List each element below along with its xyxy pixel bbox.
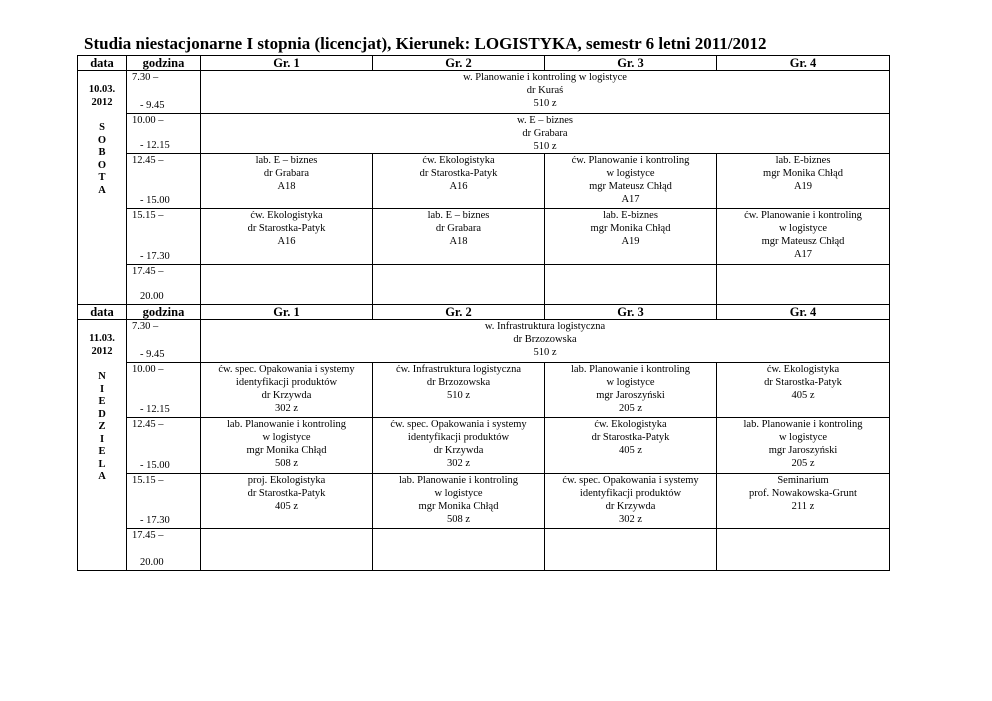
text-line: Z bbox=[98, 421, 106, 432]
text-line: dr Starostka-Patyk bbox=[247, 488, 326, 499]
text-line: dr Starostka-Patyk bbox=[591, 432, 670, 443]
schedule-table bbox=[77, 55, 890, 571]
text-line: T bbox=[98, 172, 106, 183]
text-line: B bbox=[98, 147, 106, 158]
class-cell bbox=[201, 209, 373, 265]
text-line: w logistyce bbox=[778, 223, 828, 234]
text-line: mgr Mateusz Chłąd bbox=[761, 236, 845, 247]
text-line: dr Kuraś bbox=[526, 85, 564, 96]
time-slot: 12.45 – - 15.00 bbox=[127, 154, 201, 209]
text-line: w logistyce bbox=[778, 432, 828, 443]
table-row bbox=[78, 71, 890, 114]
header-godzina: godzina bbox=[127, 305, 201, 320]
text-line: mgr Monika Chłąd bbox=[246, 445, 327, 456]
text-line: mgr Mateusz Chłąd bbox=[589, 181, 672, 192]
class-cell bbox=[373, 154, 545, 209]
class-cell bbox=[201, 320, 890, 363]
date-text bbox=[78, 333, 126, 358]
text-line: lab. E-biznes bbox=[775, 155, 831, 166]
text-line: A17 bbox=[793, 249, 813, 260]
text-line: identyfikacji produktów bbox=[407, 432, 510, 443]
empty-cell bbox=[201, 529, 373, 571]
text-line: mgr Jaroszyński bbox=[768, 445, 838, 456]
class-cell bbox=[717, 209, 890, 265]
header-row bbox=[78, 56, 890, 71]
text-line: lab. Planowanie i kontroling bbox=[399, 475, 518, 486]
header-gr1: Gr. 1 bbox=[201, 56, 373, 71]
text-line: N bbox=[98, 371, 106, 382]
text-line: mgr Monika Chłąd bbox=[763, 168, 843, 179]
text-line: lab. E-biznes bbox=[603, 210, 658, 221]
empty-cell bbox=[201, 265, 373, 305]
text-line: A19 bbox=[621, 236, 640, 247]
text-line: A18 bbox=[277, 181, 296, 192]
text-line: w logistyce bbox=[606, 377, 655, 388]
text-line: dr Starostka-Patyk bbox=[419, 168, 498, 179]
class-cell bbox=[545, 154, 717, 209]
class-cell bbox=[201, 154, 373, 209]
time-slot: 15.15 – - 17.30 bbox=[127, 209, 201, 265]
text-line: ćw. Planowanie i kontroling bbox=[744, 210, 862, 221]
text-line: mgr Monika Chłąd bbox=[590, 223, 671, 234]
text-line: 302 z bbox=[618, 514, 643, 525]
empty-cell bbox=[545, 265, 717, 305]
table-row bbox=[78, 363, 890, 418]
text-line: 508 z bbox=[446, 514, 471, 525]
text-line: 205 z bbox=[618, 403, 643, 414]
text-line: w. E – biznes bbox=[517, 115, 573, 126]
text-line: 508 z bbox=[274, 458, 299, 469]
text-line: dr Starostka-Patyk bbox=[764, 377, 842, 388]
empty-cell bbox=[373, 529, 545, 571]
text-line: 405 z bbox=[274, 501, 299, 512]
text-line: dr Krzywda bbox=[433, 445, 484, 456]
text-line: O bbox=[97, 134, 107, 146]
text-line: lab. Planowanie i kontroling bbox=[743, 419, 863, 430]
table-row bbox=[78, 114, 890, 154]
class-cell bbox=[373, 474, 545, 529]
class-cell bbox=[545, 209, 717, 265]
text-line: 2012 bbox=[91, 345, 113, 357]
text-line: 302 z bbox=[446, 458, 471, 469]
day-name bbox=[78, 371, 126, 484]
text-line: w. Planowanie i kontroling w logistyce bbox=[463, 72, 627, 83]
time-slot: 17.45 – 20.00 bbox=[127, 265, 201, 305]
header-gr4: Gr. 4 bbox=[717, 56, 890, 71]
text-line: A16 bbox=[449, 181, 468, 192]
text-line: proj. Ekologistyka bbox=[247, 475, 326, 486]
class-cell bbox=[201, 114, 890, 154]
header-gr2: Gr. 2 bbox=[373, 56, 545, 71]
text-line: I bbox=[99, 383, 105, 395]
empty-cell bbox=[373, 265, 545, 305]
text-line: S bbox=[99, 122, 105, 133]
text-line: E bbox=[98, 396, 106, 407]
text-line: ćw. Planowanie i kontroling bbox=[571, 155, 690, 166]
text-line: A bbox=[98, 471, 106, 482]
text-line: dr Starostka-Patyk bbox=[247, 223, 326, 234]
text-line: 405 z bbox=[618, 445, 643, 456]
date-cell bbox=[78, 320, 127, 571]
empty-cell bbox=[545, 529, 717, 571]
table-row bbox=[78, 154, 890, 209]
text-line: dr Grabara bbox=[522, 128, 568, 139]
table-row bbox=[78, 265, 890, 305]
date-text bbox=[78, 84, 126, 109]
header-data: data bbox=[78, 56, 127, 71]
class-cell bbox=[717, 418, 890, 474]
time-slot: 12.45 – - 15.00 bbox=[127, 418, 201, 474]
class-cell bbox=[717, 474, 890, 529]
header-gr3: Gr. 3 bbox=[545, 56, 717, 71]
text-line: A19 bbox=[793, 181, 813, 192]
text-line: ćw. spec. Opakowania i systemy bbox=[218, 364, 355, 375]
header-gr1: Gr. 1 bbox=[201, 305, 373, 320]
page-title: Studia niestacjonarne I stopnia (licencjat), Kierunek: LOGISTYKA, semestr 6 letni 2011/2012 bbox=[84, 34, 767, 53]
text-line: ćw. Infrastruktura logistyczna bbox=[396, 364, 521, 375]
text-line: ćw. spec. Opakowania i systemy bbox=[562, 475, 699, 486]
text-line: mgr Jaroszyński bbox=[596, 390, 665, 401]
text-line: identyfikacji produktów bbox=[235, 377, 338, 388]
text-line: dr Brzozowska bbox=[513, 334, 577, 345]
text-line: lab. E – biznes bbox=[427, 210, 490, 221]
text-line: 11.03. bbox=[89, 333, 115, 344]
table-row bbox=[78, 474, 890, 529]
date-cell bbox=[78, 71, 127, 305]
text-line: w logistyce bbox=[262, 432, 311, 443]
header-gr2: Gr. 2 bbox=[373, 305, 545, 320]
text-line: 405 z bbox=[791, 390, 815, 401]
text-line: 510 z bbox=[533, 141, 557, 152]
header-data: data bbox=[78, 305, 127, 320]
header-gr3: Gr. 3 bbox=[545, 305, 717, 320]
text-line: dr Brzozowska bbox=[426, 377, 491, 388]
text-line: 510 z bbox=[446, 390, 471, 401]
table-row bbox=[78, 320, 890, 363]
class-cell bbox=[373, 209, 545, 265]
text-line: mgr Monika Chłąd bbox=[418, 501, 499, 512]
text-line: ćw. spec. Opakowania i systemy bbox=[390, 419, 527, 430]
time-slot: 10.00 – - 12.15 bbox=[127, 363, 201, 418]
text-line: identyfikacji produktów bbox=[579, 488, 682, 499]
text-line: A17 bbox=[621, 194, 640, 205]
time-slot: 10.00 – - 12.15 bbox=[127, 114, 201, 154]
table-row bbox=[78, 529, 890, 571]
time-slot: 7.30 – - 9.45 bbox=[127, 320, 201, 363]
header-gr4: Gr. 4 bbox=[717, 305, 890, 320]
empty-cell bbox=[717, 265, 890, 305]
text-line: dr Krzywda bbox=[605, 501, 656, 512]
text-line: w logistyce bbox=[606, 168, 655, 179]
text-line: dr Grabara bbox=[263, 168, 310, 179]
class-cell bbox=[545, 474, 717, 529]
class-cell bbox=[717, 154, 890, 209]
class-cell bbox=[373, 418, 545, 474]
text-line: 2012 bbox=[91, 96, 113, 108]
text-line: A18 bbox=[449, 236, 468, 247]
text-line: w logistyce bbox=[434, 488, 483, 499]
text-line: E bbox=[98, 446, 106, 457]
text-line: A bbox=[98, 184, 106, 196]
text-line: ćw. Ekologistyka bbox=[422, 155, 495, 166]
class-cell bbox=[717, 363, 890, 418]
class-cell bbox=[545, 418, 717, 474]
header-row bbox=[78, 305, 890, 320]
text-line: O bbox=[97, 159, 107, 171]
text-line: lab. E – biznes bbox=[255, 155, 318, 166]
text-line: 510 z bbox=[533, 347, 557, 358]
text-line: 302 z bbox=[274, 403, 299, 414]
text-line: 10.03. bbox=[88, 84, 116, 95]
time-slot: 7.30 – - 9.45 bbox=[127, 71, 201, 114]
class-cell bbox=[545, 363, 717, 418]
table-row bbox=[78, 209, 890, 265]
text-line: 211 z bbox=[791, 501, 815, 512]
text-line: dr Krzywda bbox=[261, 390, 312, 401]
text-line: lab. Planowanie i kontroling bbox=[227, 419, 346, 430]
text-line: 510 z bbox=[533, 98, 557, 109]
text-line: ćw. Ekologistyka bbox=[766, 364, 840, 375]
text-line: A16 bbox=[277, 236, 296, 247]
table-row bbox=[78, 418, 890, 474]
text-line: L bbox=[98, 458, 106, 470]
text-line: I bbox=[99, 433, 105, 445]
text-line: w. Infrastruktura logistyczna bbox=[484, 321, 606, 332]
class-cell bbox=[201, 363, 373, 418]
text-line: D bbox=[98, 408, 106, 420]
empty-cell bbox=[717, 529, 890, 571]
class-cell bbox=[373, 363, 545, 418]
day-name bbox=[78, 122, 126, 197]
text-line: prof. Nowakowska-Grunt bbox=[749, 488, 857, 499]
class-cell bbox=[201, 71, 890, 114]
text-line: lab. Planowanie i kontroling bbox=[571, 364, 690, 375]
text-line: 205 z bbox=[791, 458, 815, 469]
class-cell bbox=[201, 474, 373, 529]
text-line: dr Grabara bbox=[435, 223, 482, 234]
class-cell bbox=[201, 418, 373, 474]
text-line: Seminarium bbox=[777, 475, 829, 486]
header-godzina: godzina bbox=[127, 56, 201, 71]
text-line: ćw. Ekologistyka bbox=[250, 210, 323, 221]
time-slot: 15.15 – - 17.30 bbox=[127, 474, 201, 529]
text-line: ćw. Ekologistyka bbox=[594, 419, 667, 430]
time-slot: 17.45 – 20.00 bbox=[127, 529, 201, 571]
